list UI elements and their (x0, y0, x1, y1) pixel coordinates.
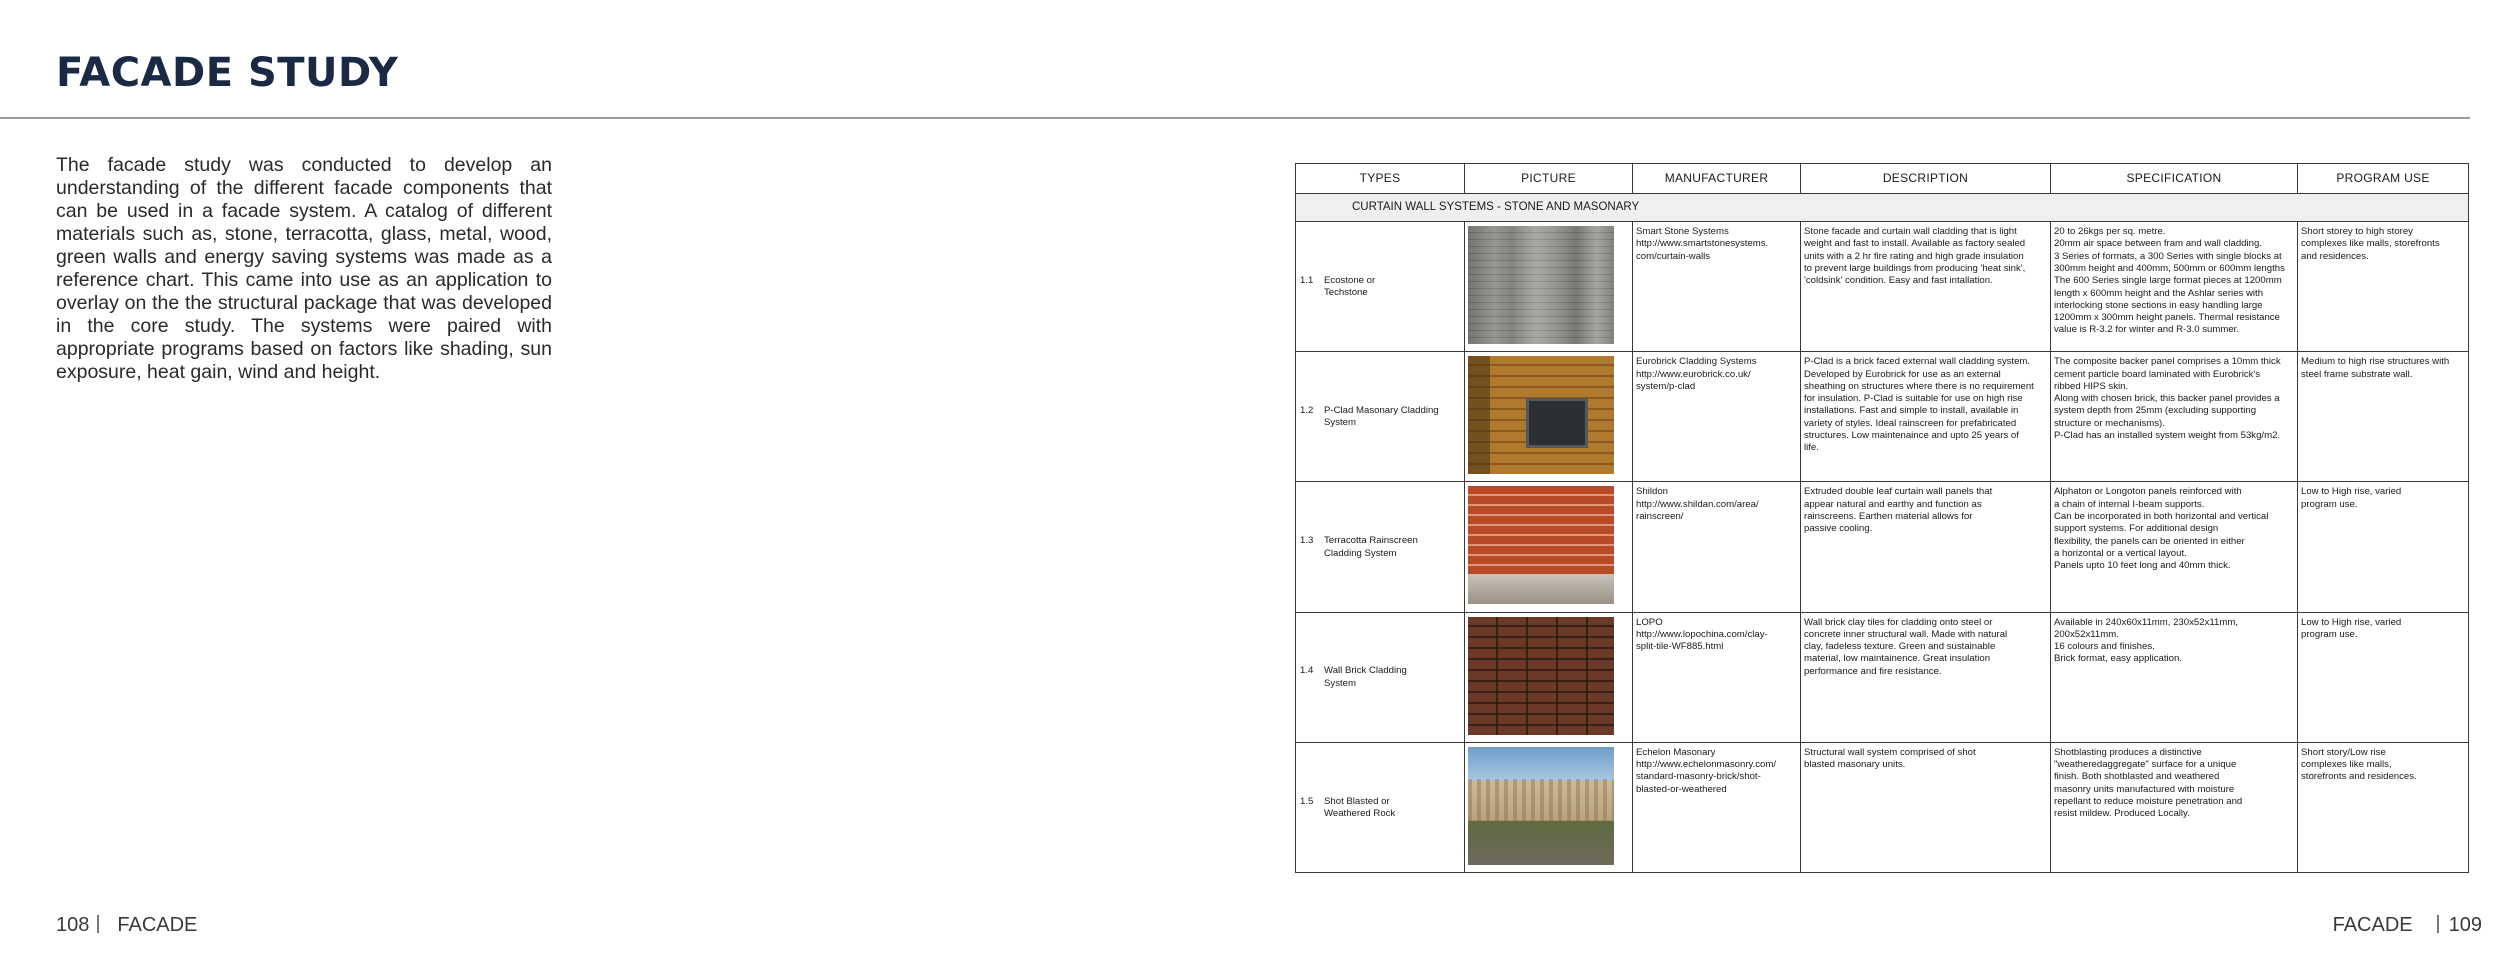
wall-brick-tile-photo (1468, 617, 1614, 735)
description-cell: Extruded double leaf curtain wall panels that appear natural and earthy and function as rainscreens. Earthen material allows for passive cooling. (1801, 482, 2051, 612)
type-number: 1.3 (1300, 535, 1314, 547)
program-use-cell: Short storey to high storey complexes like malls, storefronts and residences. (2298, 222, 2469, 352)
program-use-cell: Medium to high rise structures with steel frame substrate wall. (2298, 352, 2469, 482)
type-name: Shot Blasted or Weathered Rock (1324, 795, 1396, 819)
type-number: 1.1 (1300, 274, 1314, 286)
picture-cell (1465, 482, 1633, 612)
footer-divider (2437, 915, 2439, 933)
type-name: Wall Brick Cladding System (1324, 665, 1407, 689)
description-cell: Structural wall system comprised of shot blasted masonary units. (1801, 742, 2051, 872)
picture-cell (1465, 222, 1633, 352)
type-name: P-Clad Masonary Cladding System (1324, 405, 1439, 429)
column-header-program-use: PROGRAM USE (2298, 164, 2469, 194)
section-title: CURTAIN WALL SYSTEMS - STONE AND MASONARY (1296, 194, 2469, 222)
section-label-left: FACADE (117, 914, 198, 936)
footer-left (56, 914, 197, 937)
manufacturer-cell: Shildon http://www.shildan.com/area/ rainscreen/ (1633, 482, 1801, 612)
specification-cell: Alphaton or Longoton panels reinforced with a chain of internal I-beam supports. Can be incorporated in both horizontal and vertical support systems. For additional design flexibility, the panels can be oriented in either a horizontal or a vertical layout. Panels upto 10 feet long and 40mm thick. (2051, 482, 2298, 612)
type-cell (1296, 222, 1465, 352)
manufacturer-cell: LOPO http://www.lopochina.com/clay- split-tile-WF885.html (1633, 612, 1801, 742)
page-number-right: 109 (2448, 914, 2482, 936)
column-header-picture: PICTURE (1465, 164, 1633, 194)
description-cell: Stone facade and curtain wall cladding that is light weight and fast to install. Available as factory sealed units with a 2 hr fire rating and high grade insulation to prevent large buildings from producing 'heat sink', 'coldsink' condition. Easy and fast intallation. (1801, 222, 2051, 352)
column-header-specification: SPECIFICATION (2051, 164, 2298, 194)
terracotta-rainscreen-photo (1468, 486, 1614, 604)
weathered-masonry-wall-photo (1468, 747, 1614, 865)
type-number: 1.2 (1300, 405, 1314, 417)
intro-paragraph: The facade study was conducted to develop an understanding of the different facade components that can be used in a facade system. A catalog of different materials such as, stone, terracotta, glass, metal, wood, green walls and energy saving systems was made as a reference chart. This came into use as an application to overlay on the the structural package that was developed in the core study. The systems were paired with appropriate programs based on factors like shading, sun exposure, heat gain, wind and height. (56, 154, 552, 383)
specification-cell: The composite backer panel comprises a 10mm thick cement particle board laminated with Eurobrick's ribbed HIPS skin. Along with chosen brick, this backer panel provides a system depth from 25mm (excluding supporting structure or mechanisms). P-Clad has an installed system weight from 53kg/m2. (2051, 352, 2298, 482)
picture-cell (1465, 352, 1633, 482)
table-row (1296, 742, 2469, 872)
manufacturer-cell: Eurobrick Cladding Systems http://www.eurobrick.co.uk/ system/p-clad (1633, 352, 1801, 482)
table-header-row (1296, 164, 2469, 194)
program-use-cell: Low to High rise, varied program use. (2298, 612, 2469, 742)
description-cell: Wall brick clay tiles for cladding onto steel or concrete inner structural wall. Made with natural clay, fadeless texture. Green and sustainable material, low maintainence. Great insulation performance and fire resistance. (1801, 612, 2051, 742)
page-number-left: 108 (56, 914, 90, 936)
facade-catalog-table (1295, 163, 2469, 873)
type-cell (1296, 352, 1465, 482)
table-row (1296, 352, 2469, 482)
description-cell: P-Clad is a brick faced external wall cladding system. Developed by Eurobrick for use as an external sheathing on structures where there is no requirement for insulation. P-Clad is suitable for use on high rise installations. Fast and simple to install, available in variety of styles. Ideal rainscreen for prefabricated structures. Low maintenaince and upto 25 years of life. (1801, 352, 2051, 482)
type-cell (1296, 742, 1465, 872)
picture-cell (1465, 742, 1633, 872)
brick-facade-photo (1468, 356, 1614, 474)
section-header-row (1296, 194, 2469, 222)
program-use-cell: Low to High rise, varied program use. (2298, 482, 2469, 612)
type-number: 1.5 (1300, 795, 1314, 807)
footer-divider (97, 915, 99, 933)
table-row (1296, 222, 2469, 352)
type-name: Terracotta Rainscreen Cladding System (1324, 535, 1418, 559)
column-header-description: DESCRIPTION (1801, 164, 2051, 194)
column-header-manufacturer: MANUFACTURER (1633, 164, 1801, 194)
footer-right (2333, 914, 2482, 937)
column-header-types: TYPES (1296, 164, 1465, 194)
page-title: FACADE STUDY (56, 50, 399, 96)
picture-cell (1465, 612, 1633, 742)
type-name: Ecostone or Techstone (1324, 274, 1376, 299)
program-use-cell: Short story/Low rise complexes like malls, storefronts and residences. (2298, 742, 2469, 872)
specification-cell: Shotblasting produces a distinctive "weatheredaggregate" surface for a unique finish. Both shotblasted and weathered masonry units manufactured with moisture repellant to reduce moisture penetration and resist mildew. Produced Locally. (2051, 742, 2298, 872)
type-cell (1296, 482, 1465, 612)
manufacturer-cell: Echelon Masonary http://www.echelonmasonry.com/ standard-masonry-brick/shot- blasted-or-weathered (1633, 742, 1801, 872)
table-row (1296, 612, 2469, 742)
type-cell (1296, 612, 1465, 742)
table-row (1296, 482, 2469, 612)
specification-cell: 20 to 26kgs per sq. metre. 20mm air space between fram and wall cladding. 3 Series of formats, a 300 Series with single blocks at 300mm height and 400mm, 500mm or 600mm lengths The 600 Series single large format pieces at 1200mm length x 600mm height and the Ashlar series with interlocking stone sections in easy handling large 1200mm x 300mm height panels. Thermal resistance value is R-3.2 for winter and R-3.0 summer. (2051, 222, 2298, 352)
specification-cell: Available in 240x60x11mm, 230x52x11mm, 200x52x11mm. 16 colours and finishes. Brick format, easy application. (2051, 612, 2298, 742)
manufacturer-cell: Smart Stone Systems http://www.smartstonesystems. com/curtain-walls (1633, 222, 1801, 352)
stone-cladding-photo (1468, 226, 1614, 344)
title-divider (0, 117, 2470, 119)
section-label-right: FACADE (2332, 914, 2413, 936)
type-number: 1.4 (1300, 665, 1314, 677)
